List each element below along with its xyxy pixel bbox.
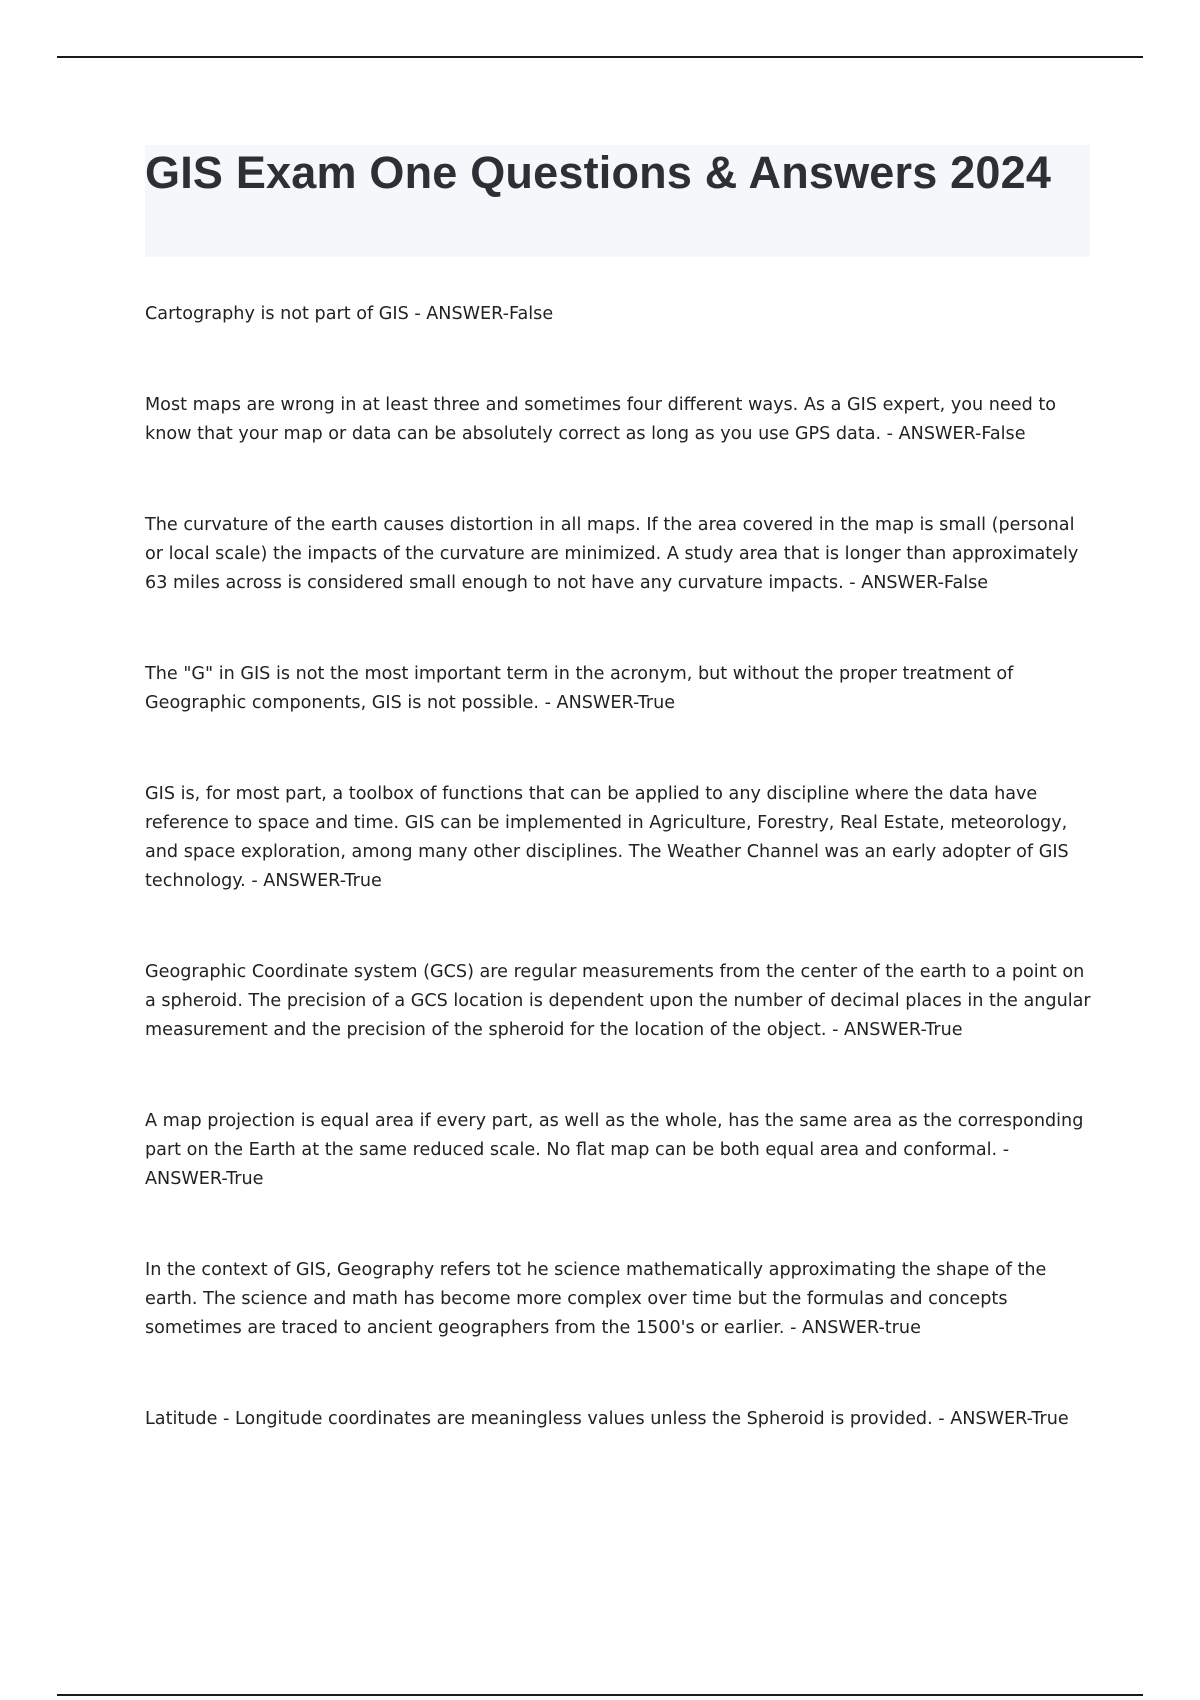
bottom-divider — [57, 1694, 1143, 1696]
qa-item: A map projection is equal area if every part, as well as the whole, has the same area as the corresponding part on the Earth at the same reduced scale. No flat map can be both equal area and conformal. - ANSWER-True — [145, 1111, 1084, 1189]
qa-item: Cartography is not part of GIS - ANSWER-False — [145, 304, 554, 324]
qa-item: The "G" in GIS is not the most important term in the acronym, but without the proper treatment of Geographic components, GIS is not possible. - ANSWER-True — [145, 664, 1014, 713]
qa-item: Latitude - Longitude coordinates are meaningless values unless the Spheroid is provided. - ANSWER-True — [145, 1409, 1069, 1429]
title-banner — [145, 145, 1090, 257]
qa-item: Most maps are wrong in at least three and sometimes four different ways. As a GIS expert, you need to know that your map or data can be absolutely correct as long as you use GPS data. - ANSWER-False — [145, 395, 1056, 444]
qa-item: The curvature of the earth causes distortion in all maps. If the area covered in the map is small (personal or local scale) the impacts of the curvature are minimized. A study area that is longer than approximately 63 miles across is considered small enough to not have any curvature impacts. - ANSWER-False — [145, 515, 1079, 593]
qa-item: In the context of GIS, Geography refers tot he science mathematically approximating the shape of the earth. The science and math has become more complex over time but the formulas and concepts sometimes are traced to ancient geographers from the 1500's or earlier. - ANSWER-true — [145, 1260, 1047, 1338]
qa-item: Geographic Coordinate system (GCS) are regular measurements from the center of the earth to a point on a spheroid. The precision of a GCS location is dependent upon the number of decimal places in the angular measurement and the precision of the spheroid for the location of the object. - ANSWER-True — [145, 962, 1091, 1040]
page-title: GIS Exam One Questions & Answers 2024 — [145, 147, 1052, 198]
qa-item: GIS is, for most part, a toolbox of functions that can be applied to any discipline where the data have reference to space and time. GIS can be implemented in Agriculture, Forestry, Real Estate, meteorology, and space exploration, among many other disciplines. The Weather Channel was an early adopter of GIS technology. - ANSWER-True — [145, 784, 1069, 891]
qa-list — [145, 300, 1095, 1434]
top-divider — [57, 56, 1143, 58]
